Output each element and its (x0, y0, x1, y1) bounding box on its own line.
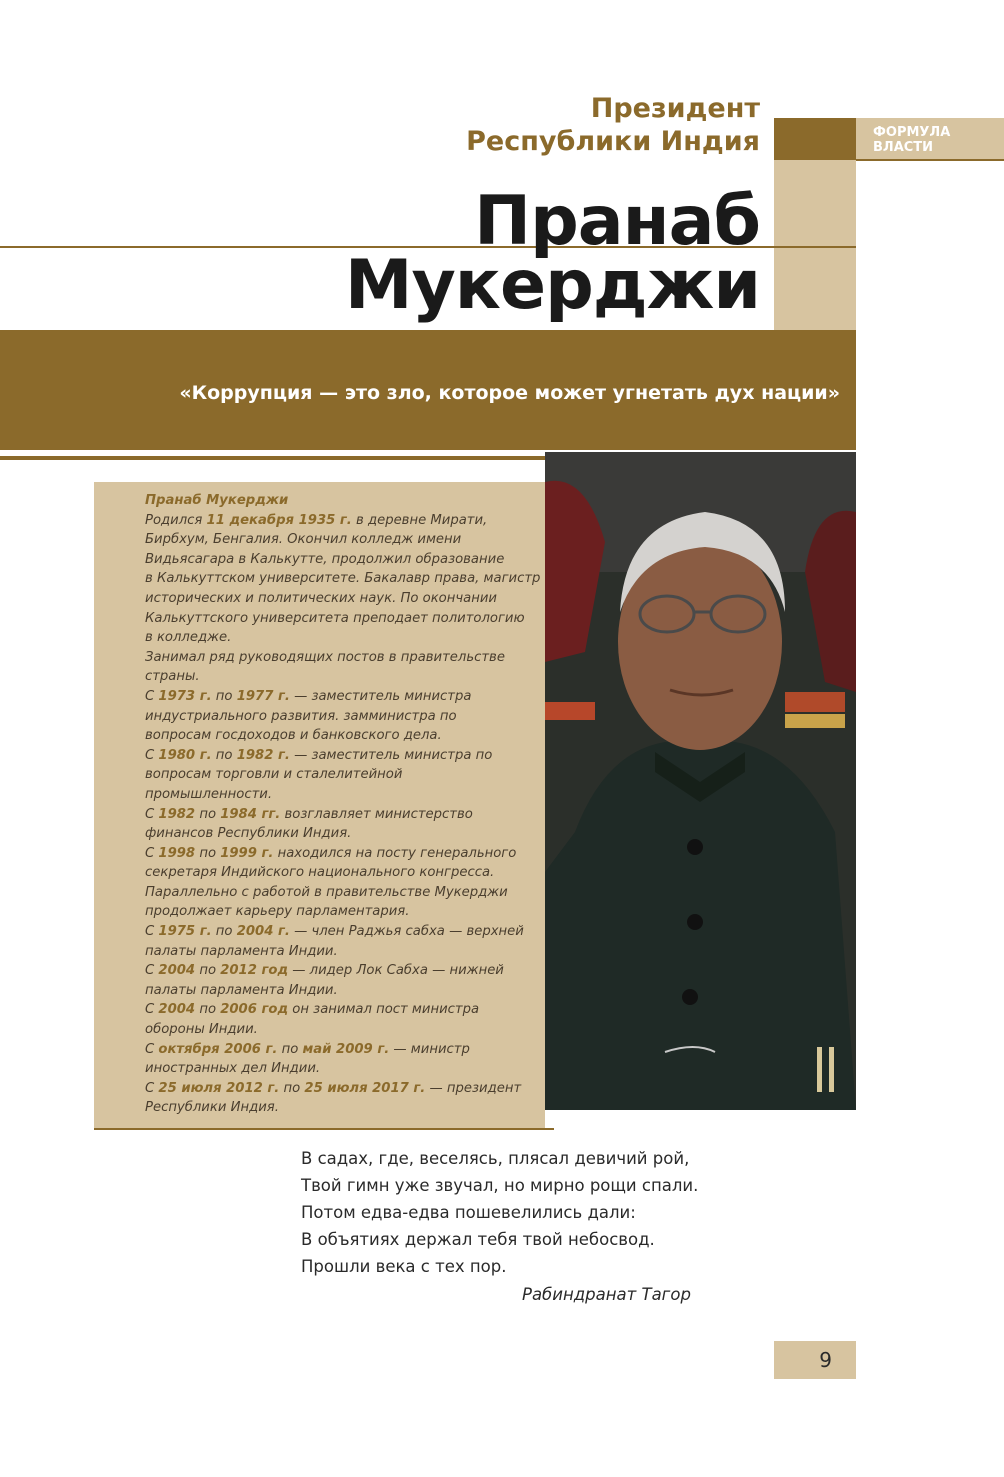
bio-line: вопросам торговли и сталелитейной (145, 767, 403, 783)
bio-line: индустриального развития. замминистра по (145, 708, 457, 724)
biography-rule (94, 1128, 554, 1130)
poem-line: Прошли века с тех пор. (301, 1257, 507, 1276)
bio-line: Республики Индия. (145, 1100, 279, 1116)
biography-text (145, 491, 541, 1118)
rubric-underline (856, 159, 1004, 161)
bio-line: Видьясагара в Калькутте, продолжил образование (145, 551, 505, 567)
bio-line: палаты парламента Индии. (145, 943, 338, 959)
bio-line: Родился 11 декабря 1935 г. в деревне Мирати, (145, 512, 488, 528)
quote-text: «Коррупция — это зло, которое может угнетать дух нации» (179, 382, 840, 404)
rubric-line-2: ВЛАСТИ (873, 140, 934, 155)
bio-line: в Калькуттском университете. Бакалавр права, магистр (145, 571, 541, 587)
accent-column (774, 160, 856, 330)
poem-line: В садах, где, веселясь, плясал девичий рой, (301, 1149, 690, 1168)
bio-line: продолжает карьеру парламентария. (145, 904, 410, 920)
poem (301, 1145, 698, 1280)
bio-line: С 1973 г. по 1977 г. — заместитель министра (145, 688, 472, 704)
poem-line: Твой гимн уже звучал, но мирно рощи спали. (301, 1176, 699, 1195)
banner-rule (0, 456, 545, 460)
bio-line: Бирбхум, Бенгалия. Окончил колледж имени (145, 532, 462, 548)
title-line-2: Мукерджи (344, 246, 760, 325)
rubric-line-1: ФОРМУЛА (873, 125, 951, 140)
accent-block (774, 118, 856, 160)
subtitle-line-2: Республики Индия (466, 126, 760, 157)
subtitle-line-1: Президент (590, 93, 760, 124)
bio-line: в колледже. (145, 630, 232, 646)
bio-line: С 2004 по 2012 год — лидер Лок Сабха — нижней (145, 963, 504, 979)
page-number-box (774, 1341, 856, 1379)
bio-line: страны. (145, 669, 200, 685)
bio-line: С 2004 по 2006 год он занимал пост министра (145, 1002, 480, 1018)
bio-line: Занимал ряд руководящих постов в правительстве (145, 649, 505, 665)
bio-line: вопросам госдоходов и банковского дела. (145, 728, 442, 744)
bio-line: С 1998 по 1999 г. находился на посту генерального (145, 845, 517, 861)
page-title (344, 182, 760, 325)
bio-line: Калькуттского университета преподает политологию (145, 610, 525, 626)
bio-line: обороны Индии. (145, 1022, 258, 1038)
bio-line: С 1975 г. по 2004 г. — член Раджья сабха — верхней (145, 924, 524, 940)
poem-line: Потом едва-едва пошевелились дали: (301, 1203, 636, 1222)
article-subtitle (466, 92, 760, 158)
bio-line: исторических и политических наук. По окончании (145, 590, 497, 606)
poem-author: Рабиндранат Тагор (522, 1285, 691, 1304)
bio-line: финансов Республики Индия. (145, 826, 352, 842)
title-line-1: Пранаб (474, 182, 760, 261)
bio-line: С 1982 по 1984 гг. возглавляет министерство (145, 806, 473, 822)
portrait-photo (545, 452, 856, 1110)
bio-line: Параллельно с работой в правительстве Мукерджи (145, 884, 508, 900)
bio-line: секретаря Индийского национального конгресса. (145, 865, 495, 881)
bio-line: иностранных дел Индии. (145, 1061, 321, 1077)
bio-line: С 1980 г. по 1982 г. — заместитель министра по (145, 747, 493, 763)
bio-line: С 25 июля 2012 г. по 25 июля 2017 г. — президент (145, 1080, 522, 1096)
bio-line: С октября 2006 г. по май 2009 г. — министр (145, 1041, 470, 1057)
biography-heading: Пранаб Мукерджи (145, 493, 289, 508)
section-rubric (873, 125, 950, 155)
poem-line: В объятиях держал тебя твой небосвод. (301, 1230, 655, 1249)
page-number: 9 (819, 1348, 832, 1372)
bio-line: палаты парламента Индии. (145, 982, 338, 998)
bio-line: промышленности. (145, 786, 273, 802)
